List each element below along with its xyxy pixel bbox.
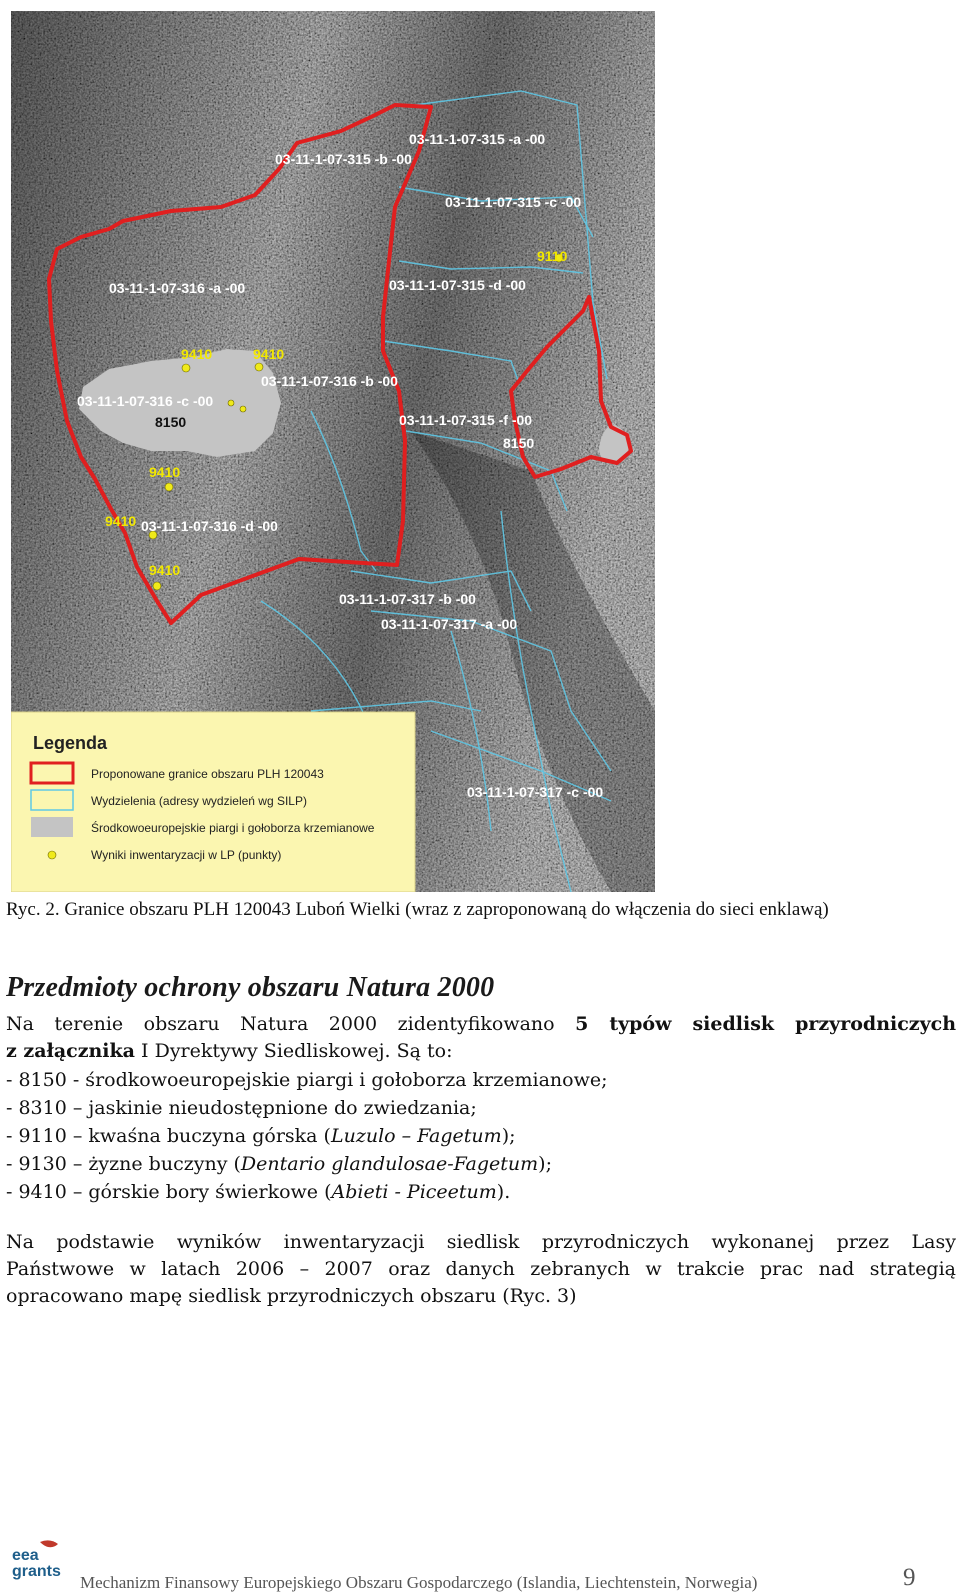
habitat-item-9410-pre: - 9410 – górskie bory świerkowe (: [6, 1181, 332, 1203]
habitat-item-8150-text: - 8150 - środkowoeuropejskie piargi i gołoborza krzemianowe;: [6, 1069, 608, 1091]
label-317a: 03-11-1-07-317 -a -00: [381, 616, 518, 632]
section-title: Przedmioty ochrony obszaru Natura 2000: [6, 972, 495, 1003]
intro-line-1-bold: 5 typów siedlisk przyrodniczych: [575, 1013, 957, 1035]
habitat-item-9410-latin: Abieti - Piceetum: [331, 1181, 497, 1203]
legend-swatch-point: [48, 851, 56, 859]
label-317c: 03-11-1-07-317 -c -00: [467, 784, 604, 800]
map-legend: [11, 712, 415, 892]
code-9410-b: 9410: [253, 346, 285, 362]
code-9410-e: 9410: [149, 562, 181, 578]
habitat-item-9110: [6, 1122, 608, 1150]
habitat-item-8310-text: - 8310 – jaskinie nieudostępnione do zwiedzania;: [6, 1097, 477, 1119]
code-9110: 9110: [537, 248, 568, 264]
methods-line-2: Państwowe w latach 2006 – 2007 oraz danych zebranych w trakcie prac nad strategią: [6, 1258, 956, 1280]
label-316b: 03-11-1-07-316 -b -00: [261, 373, 398, 389]
habitat-item-9130-pre: - 9130 – żyzne buczyny (: [6, 1153, 241, 1175]
label-315d: 03-11-1-07-315 -d -00: [389, 277, 526, 293]
methods-paragraph: [6, 1229, 956, 1310]
aerial-map-figure: [11, 11, 655, 892]
habitat-item-9410: [6, 1178, 608, 1206]
habitat-item-9110-post: );: [501, 1125, 516, 1147]
legend-item-subdivision: Wydzielenia (adresy wydzieleń wg SILP): [91, 794, 307, 808]
legend-item-scree: Środkowoeuropejskie piargi i gołoborza krzemianowe: [91, 821, 375, 835]
intro-line-2: [6, 1038, 956, 1065]
intro-line-1-text: Na terenie obszaru Natura 2000 zidentyfikowano: [6, 1013, 576, 1035]
label-316d: 03-11-1-07-316 -d -00: [141, 518, 278, 534]
legend-swatch-scree: [31, 817, 73, 837]
code-8150-enclave: 8150: [503, 435, 535, 451]
footer-text: Mechanizm Finansowy Europejskiego Obszaru Gospodarczego (Islandia, Liechtenstein, Norwegia): [80, 1573, 758, 1592]
habitat-item-9110-latin: Luzulo – Fagetum: [330, 1125, 502, 1147]
label-315a: 03-11-1-07-315 -a -00: [409, 131, 546, 147]
intro-line-2-bold: z załącznika: [6, 1040, 135, 1062]
label-315f: 03-11-1-07-315 -f -00: [399, 412, 533, 428]
methods-line-1: Na podstawie wyników inwentaryzacji siedlisk przyrodniczych wykonanej przez Lasy: [6, 1231, 956, 1253]
label-315c: 03-11-1-07-315 -c -00: [445, 194, 582, 210]
legend-item-boundary: Proponowane granice obszaru PLH 120043: [91, 767, 324, 781]
intro-line-2-text: I Dyrektywy Siedliskowej. Są to:: [135, 1040, 453, 1062]
habitat-item-8310: [6, 1094, 608, 1122]
logo-word-eea: eea: [12, 1547, 39, 1564]
intro-line-1: [6, 1011, 956, 1038]
intro-paragraph: [6, 1011, 956, 1065]
figure-caption: Ryc. 2. Granice obszaru PLH 120043 Luboń Wielki (wraz z zaproponowaną do włączenia do sieci enklawą): [6, 899, 829, 920]
logo-swoosh-icon: [40, 1540, 58, 1547]
habitat-item-9130: [6, 1150, 608, 1178]
code-9410-d: 9410: [105, 513, 137, 529]
methods-line-3: opracowano mapę siedlisk przyrodniczych obszaru (Ryc. 3): [6, 1285, 577, 1307]
code-9410-a: 9410: [181, 346, 213, 362]
habitat-item-9130-post: );: [538, 1153, 552, 1175]
label-316a: 03-11-1-07-316 -a -00: [109, 280, 246, 296]
code-8150-main: 8150: [155, 414, 187, 430]
page-number: 9: [903, 1564, 916, 1591]
label-315b: 03-11-1-07-315 -b -00: [275, 151, 412, 167]
code-9410-c: 9410: [149, 464, 181, 480]
habitat-item-9130-latin: Dentario glandulosae-Fagetum: [240, 1153, 539, 1175]
legend-title: Legenda: [33, 733, 108, 753]
logo-word-grants: grants: [12, 1563, 61, 1580]
label-317b: 03-11-1-07-317 -b -00: [339, 591, 476, 607]
habitat-item-9110-pre: - 9110 – kwaśna buczyna górska (: [6, 1125, 331, 1147]
habitat-item-8150: [6, 1066, 608, 1094]
habitat-list: [6, 1066, 608, 1206]
label-316c: 03-11-1-07-316 -c -00: [77, 393, 214, 409]
legend-item-point: Wyniki inwentaryzacji w LP (punkty): [91, 848, 282, 862]
habitat-item-9410-post: ).: [496, 1181, 511, 1203]
eea-grants-logo: [10, 1538, 72, 1588]
